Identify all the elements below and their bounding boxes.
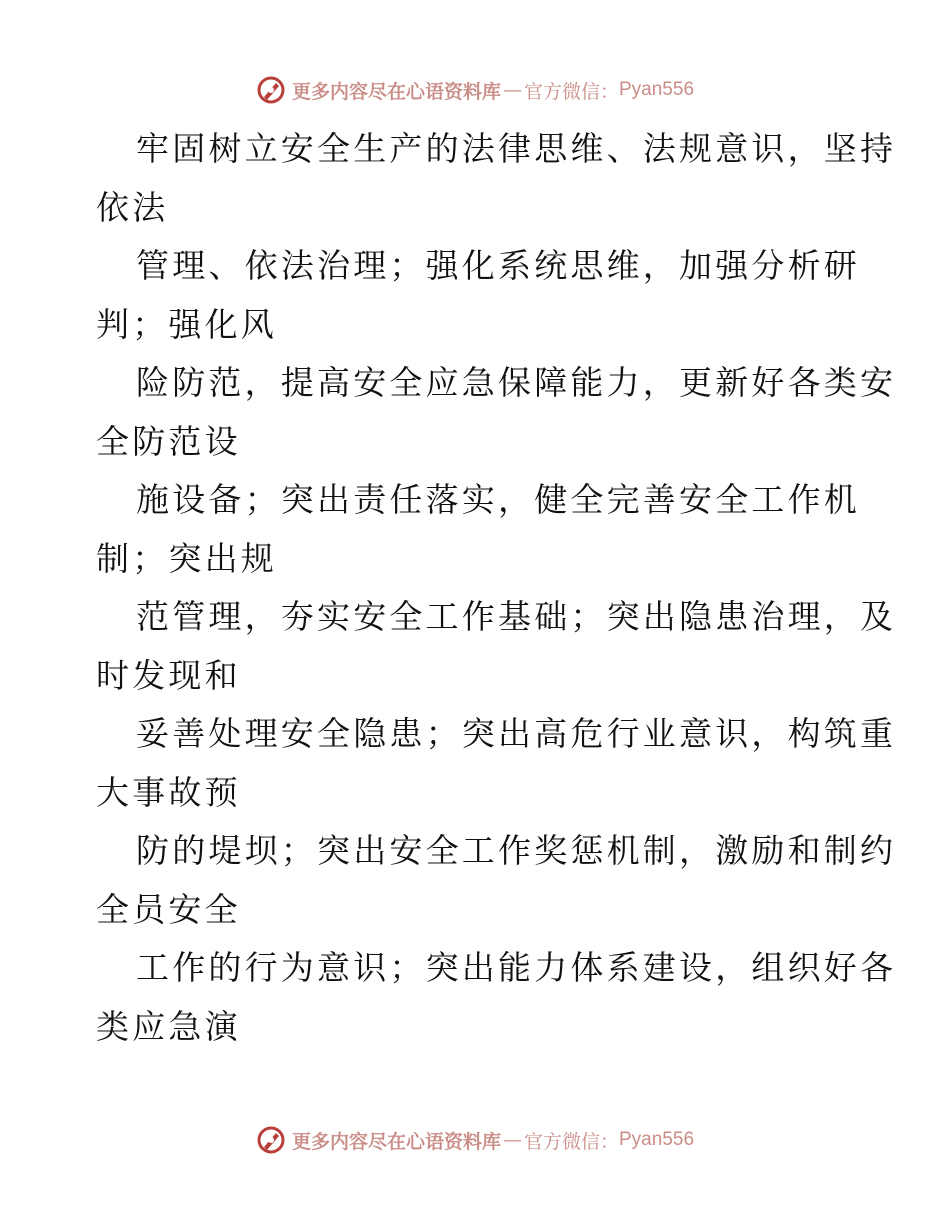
footer-wechat-label: 官方微信： (523, 1130, 619, 1153)
body-line: 判；强化风 (96, 304, 277, 344)
body-line: 制；突出规 (96, 538, 277, 578)
body-line: 全防范设 (96, 421, 241, 461)
body-line: 妥善处理安全隐患；突出高危行业意识，构筑重 (136, 714, 897, 753)
logo-icon (256, 1125, 286, 1155)
footer-site-text: 更多内容尽在心语资料库 (291, 1130, 501, 1153)
footer-separator: — (502, 1129, 522, 1151)
body-line: 依法 (96, 187, 169, 227)
body-line: 工作的行为意识；突出能力体系建设，组织好各 (136, 948, 897, 987)
body-line: 险防范，提高安全应急保障能力，更新好各类安 (136, 363, 897, 402)
body-line: 时发现和 (96, 655, 241, 695)
header-separator: — (502, 79, 522, 101)
footer-watermark (0, 1120, 950, 1160)
body-line: 管理、依法治理；强化系统思维，加强分析研 (136, 246, 860, 285)
logo-icon (256, 75, 286, 105)
body-line: 类应急演 (96, 1006, 241, 1046)
header-site-text: 更多内容尽在心语资料库 (291, 80, 501, 103)
body-line: 全员安全 (96, 889, 241, 929)
document-body (96, 120, 897, 1056)
body-line: 大事故预 (96, 772, 241, 812)
body-line: 施设备；突出责任落实，健全完善安全工作机 (136, 480, 860, 519)
footer-wechat-id: Pyan556 (619, 1129, 695, 1150)
header-wechat-id: Pyan556 (619, 79, 695, 100)
body-line: 牢固树立安全生产的法律思维、法规意识，坚持 (136, 129, 897, 168)
header-wechat-label: 官方微信： (523, 80, 619, 103)
header-watermark (0, 70, 950, 110)
body-line: 防的堤坝；突出安全工作奖惩机制，激励和制约 (136, 831, 897, 870)
body-line: 范管理，夯实安全工作基础；突出隐患治理，及 (136, 597, 897, 636)
